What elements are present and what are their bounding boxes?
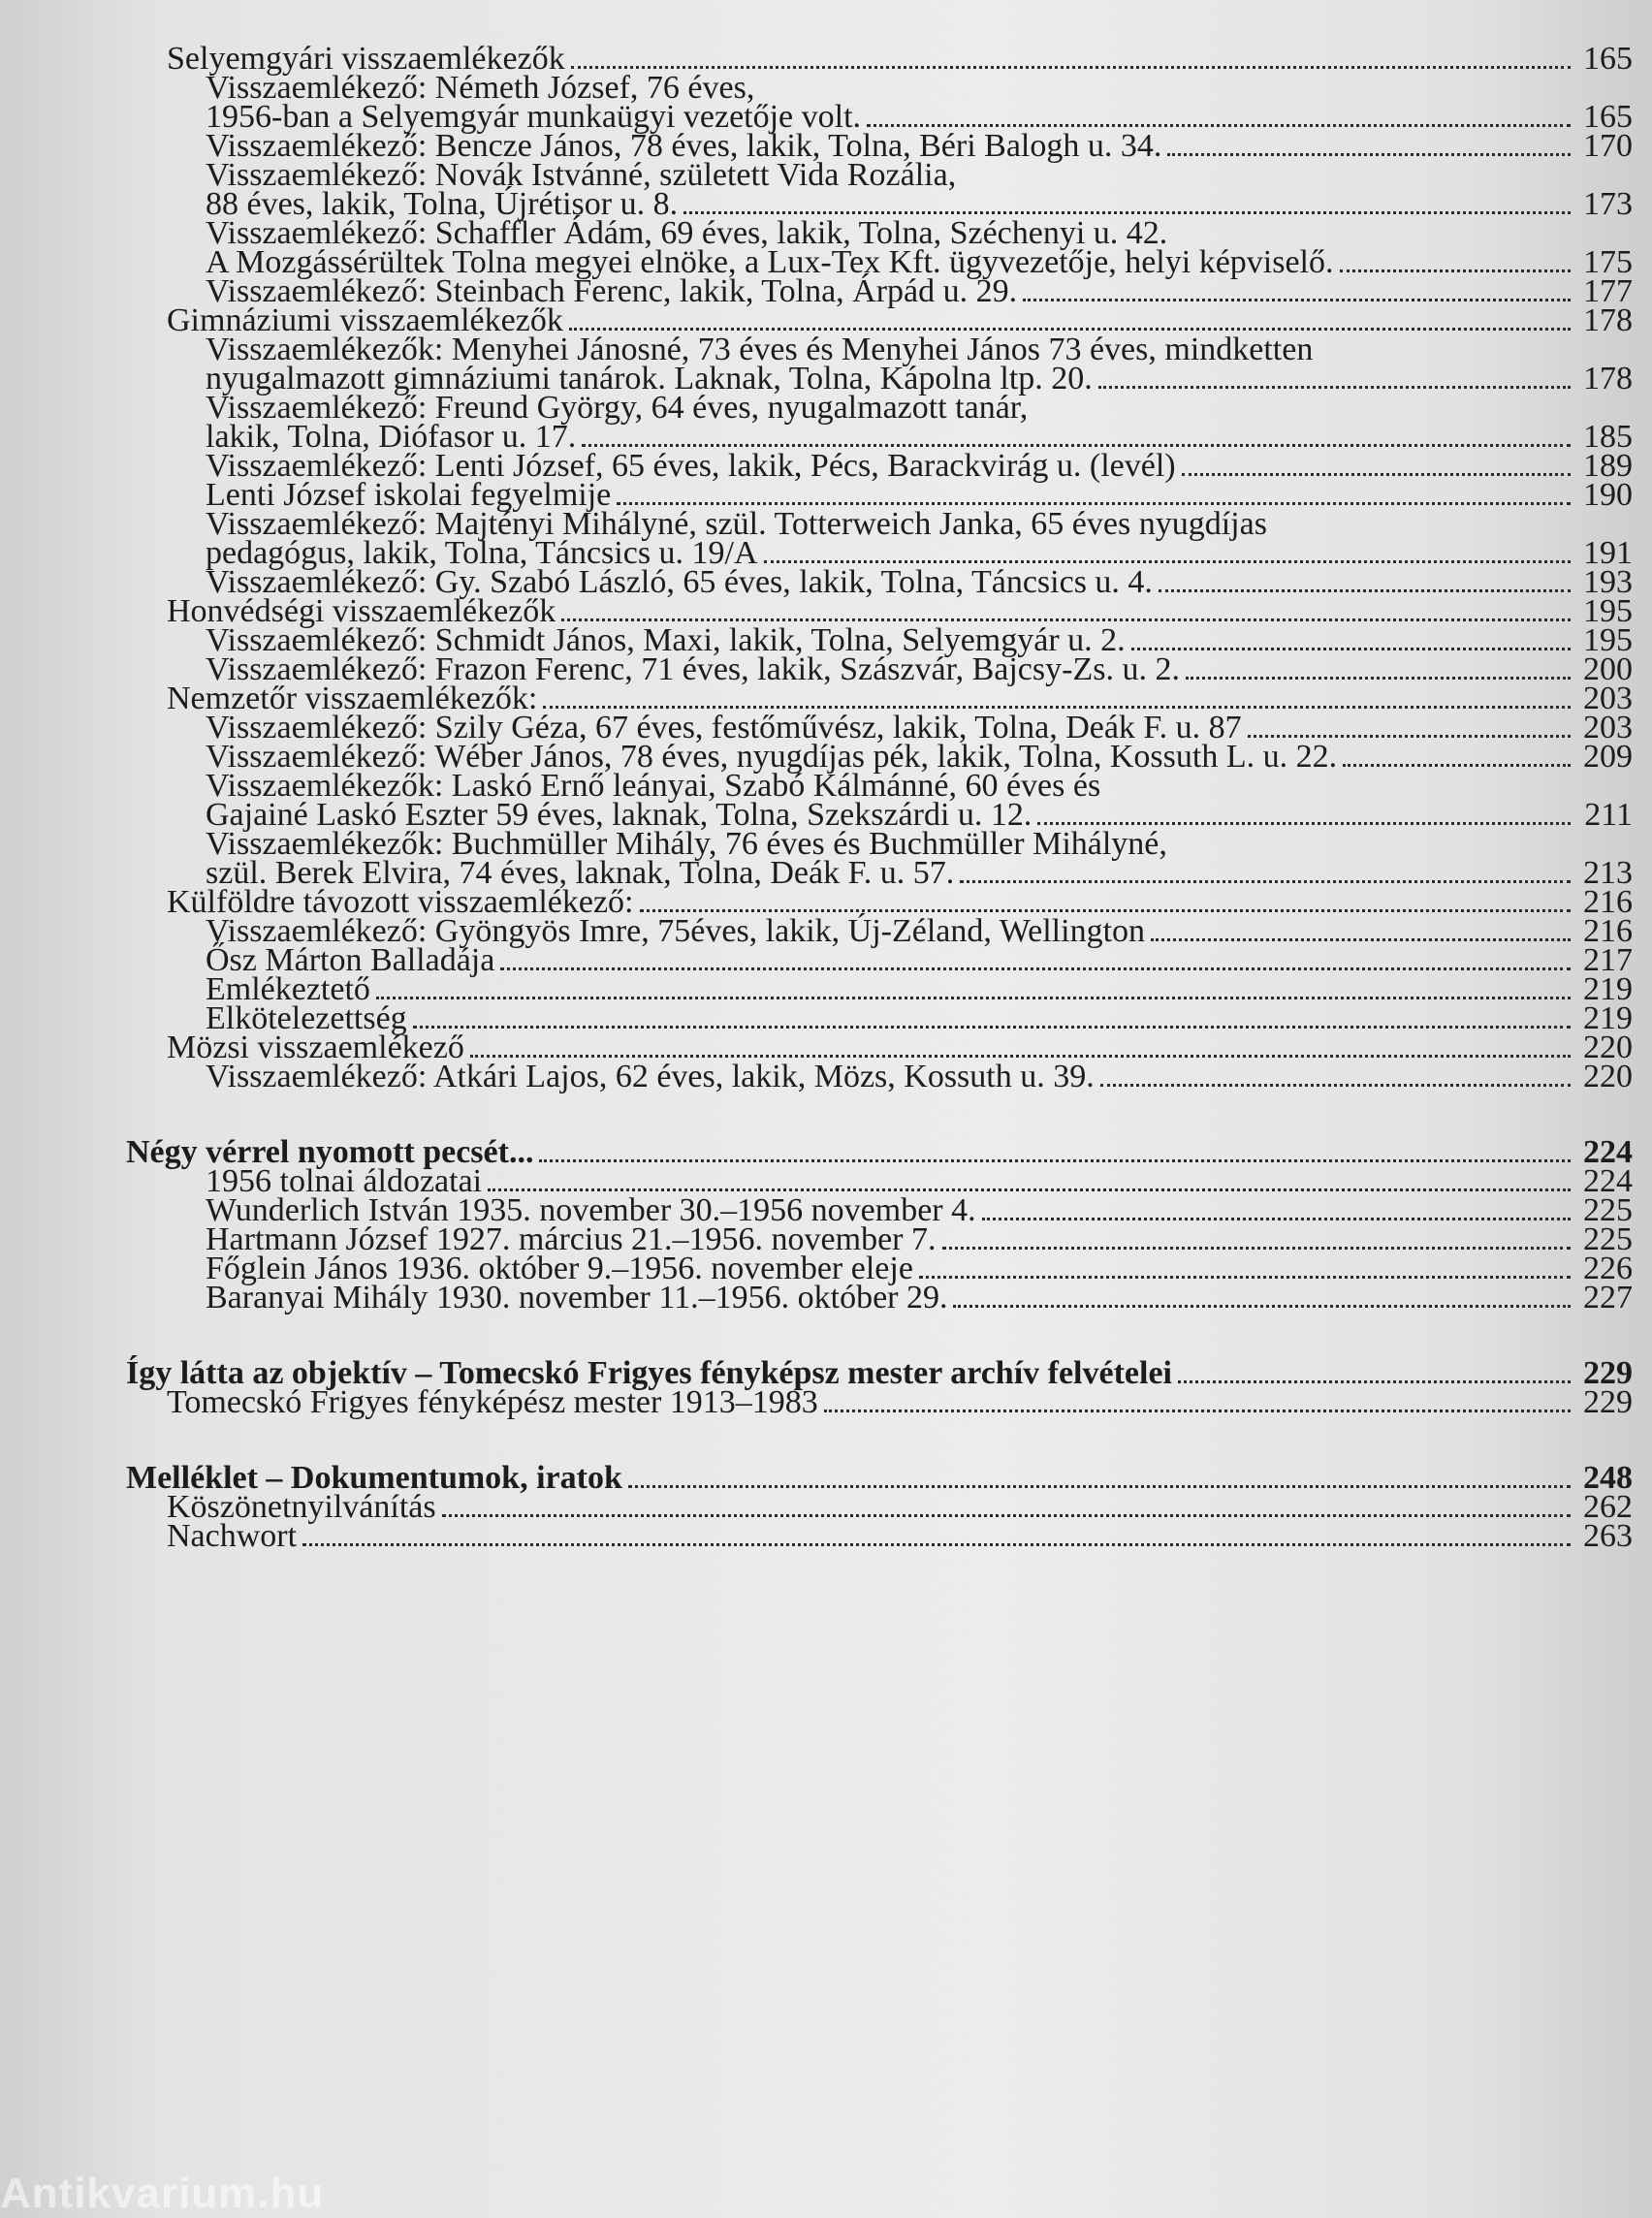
toc-subentry xyxy=(206,1280,1633,1316)
toc-entry-text: Így látta az objektív – Tomecskó Frigyes fényképsz mester archív felvételei xyxy=(126,1355,1172,1391)
dot-leader xyxy=(571,66,1571,69)
toc-entry-text: Visszaemlékező: Schmidt János, Maxi, lakik, Tolna, Selyemgyár u. 2. xyxy=(206,622,1126,658)
dot-leader xyxy=(953,1305,1571,1308)
toc-entry-text: Visszaemlékező: Atkári Lajos, 62 éves, lakik, Mözs, Kossuth u. 39. xyxy=(206,1059,1095,1094)
dot-leader xyxy=(1131,648,1571,650)
page-number: 225 xyxy=(1583,1221,1633,1257)
toc-entry-text: Visszaemlékező: Lenti József, 65 éves, lakik, Pécs, Barackvirág u. (levél) xyxy=(206,448,1176,484)
toc-entry-text: Honvédségi visszaemlékezők xyxy=(167,593,556,629)
dot-leader xyxy=(1159,589,1571,592)
toc-entry-line: Visszaemlékezők: Menyhei Jánosné, 73 éves és Menyhei János 73 éves, mindketten xyxy=(206,332,1314,367)
dot-leader xyxy=(1167,153,1571,156)
dot-leader xyxy=(376,997,1571,999)
toc-entry-text: Gajainé Laskó Eszter 59 éves, laknak, Tolna, Szekszárdi u. 12. xyxy=(206,797,1032,833)
page-number: 216 xyxy=(1583,913,1633,949)
page-number: 211 xyxy=(1584,797,1633,833)
dot-leader xyxy=(1023,299,1571,301)
toc-entry-text: Visszaemlékező: Gyöngyös Imre, 75éves, lakik, Új-Zéland, Wellington xyxy=(206,913,1146,949)
page-number: 216 xyxy=(1583,884,1633,920)
toc-entry-text: Baranyai Mihály 1930. november 11.–1956. október 29. xyxy=(206,1280,948,1315)
toc-entry-text: Melléklet – Dokumentumok, iratok xyxy=(126,1460,622,1496)
dot-leader xyxy=(569,328,1571,331)
toc-entry-text: 1956-ban a Selyemgyár munkaügyi vezetője volt. xyxy=(206,99,862,135)
page-number: 178 xyxy=(1583,302,1633,338)
toc-entry-text: Visszaemlékező: Frazon Ferenc, 71 éves, lakik, Szászvár, Bajcsy-Zs. u. 2. xyxy=(206,651,1180,687)
page-number: 227 xyxy=(1583,1280,1633,1315)
dot-leader xyxy=(413,1026,1571,1029)
dot-leader xyxy=(617,502,1571,505)
toc-entry-text: pedagógus, lakik, Tolna, Táncsics u. 19/A xyxy=(206,535,758,571)
page-number: 177 xyxy=(1583,273,1633,309)
page-number: 165 xyxy=(1583,99,1633,135)
page-number: 203 xyxy=(1583,681,1633,716)
page-number: 175 xyxy=(1583,244,1633,280)
dot-leader xyxy=(919,1276,1571,1279)
toc-entry-line: Visszaemlékező: Novák Istvánné, született Vida Rozália, xyxy=(206,157,957,193)
page-number: 209 xyxy=(1583,739,1633,775)
dot-leader xyxy=(500,967,1571,970)
page-number: 225 xyxy=(1583,1192,1633,1228)
dot-leader xyxy=(539,1159,1571,1162)
page-number: 219 xyxy=(1583,1000,1633,1036)
dot-leader xyxy=(302,1543,1571,1546)
dot-leader xyxy=(982,1218,1571,1220)
page-number: 165 xyxy=(1583,41,1633,77)
toc-entry-text: nyugalmazott gimnáziumi tanárok. Laknak, Tolna, Kápolna ltp. 20. xyxy=(206,361,1093,396)
page-number: 224 xyxy=(1583,1134,1633,1170)
toc-entry-line: Visszaemlékezők: Laskó Ernő leányai, Szabó Kálmánné, 60 éves és xyxy=(206,768,1101,804)
dot-leader xyxy=(543,706,1571,709)
toc-entry-text: Elkötelezettség xyxy=(206,1000,407,1036)
toc-entry-text: Lenti József iskolai fegyelmije xyxy=(206,477,612,513)
toc-entry-text: A Mozgássérültek Tolna megyei elnöke, a Lux-Tex Kft. ügyvezetője, helyi képviselő. xyxy=(206,244,1334,280)
dot-leader xyxy=(640,909,1572,912)
page-number: 189 xyxy=(1583,448,1633,484)
page-number: 220 xyxy=(1583,1059,1633,1094)
page-number: 178 xyxy=(1583,361,1633,396)
toc-entry-text: Főglein János 1936. október 9.–1956. november eleje xyxy=(206,1251,913,1286)
page-number: 170 xyxy=(1583,128,1633,164)
toc-entry-line: Visszaemlékező: Majtényi Mihályné, szül. Totterweich Janka, 65 éves nyugdíjas xyxy=(206,506,1267,542)
page-number: 200 xyxy=(1583,651,1633,687)
page-number: 219 xyxy=(1583,971,1633,1007)
page-number: 203 xyxy=(1583,710,1633,745)
dot-leader xyxy=(582,444,1571,447)
dot-leader xyxy=(683,211,1571,214)
toc-subentry xyxy=(206,1059,1633,1095)
toc-entry-text: Mözsi visszaemlékező xyxy=(167,1030,464,1065)
toc-entry-text: Wunderlich István 1935. november 30.–1956 november 4. xyxy=(206,1192,976,1228)
dot-leader xyxy=(1343,764,1571,767)
dot-leader xyxy=(628,1485,1571,1488)
page-number: 229 xyxy=(1583,1355,1633,1391)
dot-leader xyxy=(488,1188,1571,1191)
page-number: 248 xyxy=(1583,1460,1633,1496)
page-number: 193 xyxy=(1583,564,1633,600)
toc-section xyxy=(167,1384,1633,1421)
page-number: 195 xyxy=(1583,622,1633,658)
page-number: 263 xyxy=(1583,1518,1633,1554)
toc-entry-text: Külföldre távozott visszaemlékező: xyxy=(167,884,634,920)
toc-entry-text: 1956 tolnai áldozatai xyxy=(206,1163,483,1199)
dot-leader xyxy=(1100,1084,1571,1087)
page-number: 224 xyxy=(1583,1163,1633,1199)
dot-leader xyxy=(1248,735,1571,738)
toc-entry-text: Visszaemlékező: Gy. Szabó László, 65 éves, lakik, Tolna, Táncsics u. 4. xyxy=(206,564,1153,600)
page-number: 195 xyxy=(1583,593,1633,629)
toc-entry-text: Ősz Márton Balladája xyxy=(206,942,495,978)
toc-entry-line: Visszaemlékezők: Buchmüller Mihály, 76 éves és Buchmüller Mihályné, xyxy=(206,826,1167,862)
toc-entry-line: Visszaemlékező: Schaffler Ádám, 69 éves, lakik, Tolna, Széchenyi u. 42. xyxy=(206,215,1168,251)
page-number: 185 xyxy=(1583,419,1633,455)
toc-entry-text: Visszaemlékező: Bencze János, 78 éves, lakik, Tolna, Béri Balogh u. 34. xyxy=(206,128,1162,164)
toc-entry-text: lakik, Tolna, Diófasor u. 17. xyxy=(206,419,577,455)
dot-leader xyxy=(1178,1380,1571,1383)
toc-entry-text: Gimnáziumi visszaemlékezők xyxy=(167,302,563,338)
page-number: 217 xyxy=(1583,942,1633,978)
page-number: 213 xyxy=(1583,855,1633,891)
toc-entry-text: Hartmann József 1927. március 21.–1956. november 7. xyxy=(206,1221,937,1257)
toc-entry-text: Négy vérrel nyomott pecsét... xyxy=(126,1134,534,1170)
dot-leader xyxy=(1340,269,1571,272)
toc-entry-text: szül. Berek Elvira, 74 éves, laknak, Tolna, Deák F. u. 57. xyxy=(206,855,955,891)
dot-leader xyxy=(1098,386,1571,389)
page-number: 191 xyxy=(1583,535,1633,571)
toc-entry-line: Visszaemlékező: Németh József, 76 éves, xyxy=(206,70,755,106)
page-number: 229 xyxy=(1583,1384,1633,1420)
dot-leader xyxy=(1186,677,1571,680)
toc-entry-text: Tomecskó Frigyes fényképész mester 1913–1983 xyxy=(167,1384,818,1420)
page-number: 220 xyxy=(1583,1030,1633,1065)
page-number: 262 xyxy=(1583,1489,1633,1525)
dot-leader xyxy=(1151,938,1571,941)
toc-section xyxy=(167,1518,1633,1555)
watermark: Antikvarium.hu xyxy=(0,2170,325,2217)
dot-leader xyxy=(764,560,1571,563)
page-number: 173 xyxy=(1583,186,1633,222)
toc-entry-text: Emlékeztető xyxy=(206,971,370,1007)
dot-leader xyxy=(867,124,1571,127)
dot-leader xyxy=(942,1247,1572,1250)
dot-leader xyxy=(824,1410,1571,1412)
page-number: 226 xyxy=(1583,1251,1633,1286)
dot-leader xyxy=(960,880,1571,883)
dot-leader xyxy=(1182,473,1571,476)
toc-entry-text: 88 éves, lakik, Tolna, Újrétisor u. 8. xyxy=(206,186,679,222)
toc-entry-line: Visszaemlékező: Freund György, 64 éves, nyugalmazott tanár, xyxy=(206,390,1029,426)
toc-entry-text: Selyemgyári visszaemlékezők xyxy=(167,41,565,77)
dot-leader xyxy=(561,618,1571,621)
toc-entry-text: Nachwort xyxy=(167,1518,298,1554)
dot-leader xyxy=(470,1055,1571,1058)
toc-entry-text: Köszönetnyilvánítás xyxy=(167,1489,436,1525)
page-number: 190 xyxy=(1583,477,1633,513)
toc-entry-text: Visszaemlékező: Wéber János, 78 éves, nyugdíjas pék, lakik, Tolna, Kossuth L. u. 22. xyxy=(206,739,1338,775)
toc-entry-text: Nemzetőr visszaemlékezők: xyxy=(167,681,538,716)
dot-leader xyxy=(1037,822,1571,825)
toc-entry-text: Visszaemlékező: Szily Géza, 67 éves, festőművész, lakik, Tolna, Deák F. u. 87 xyxy=(206,710,1242,745)
toc-entry-text: Visszaemlékező: Steinbach Ferenc, lakik, Tolna, Árpád u. 29. xyxy=(206,273,1018,309)
dot-leader xyxy=(442,1514,1571,1517)
